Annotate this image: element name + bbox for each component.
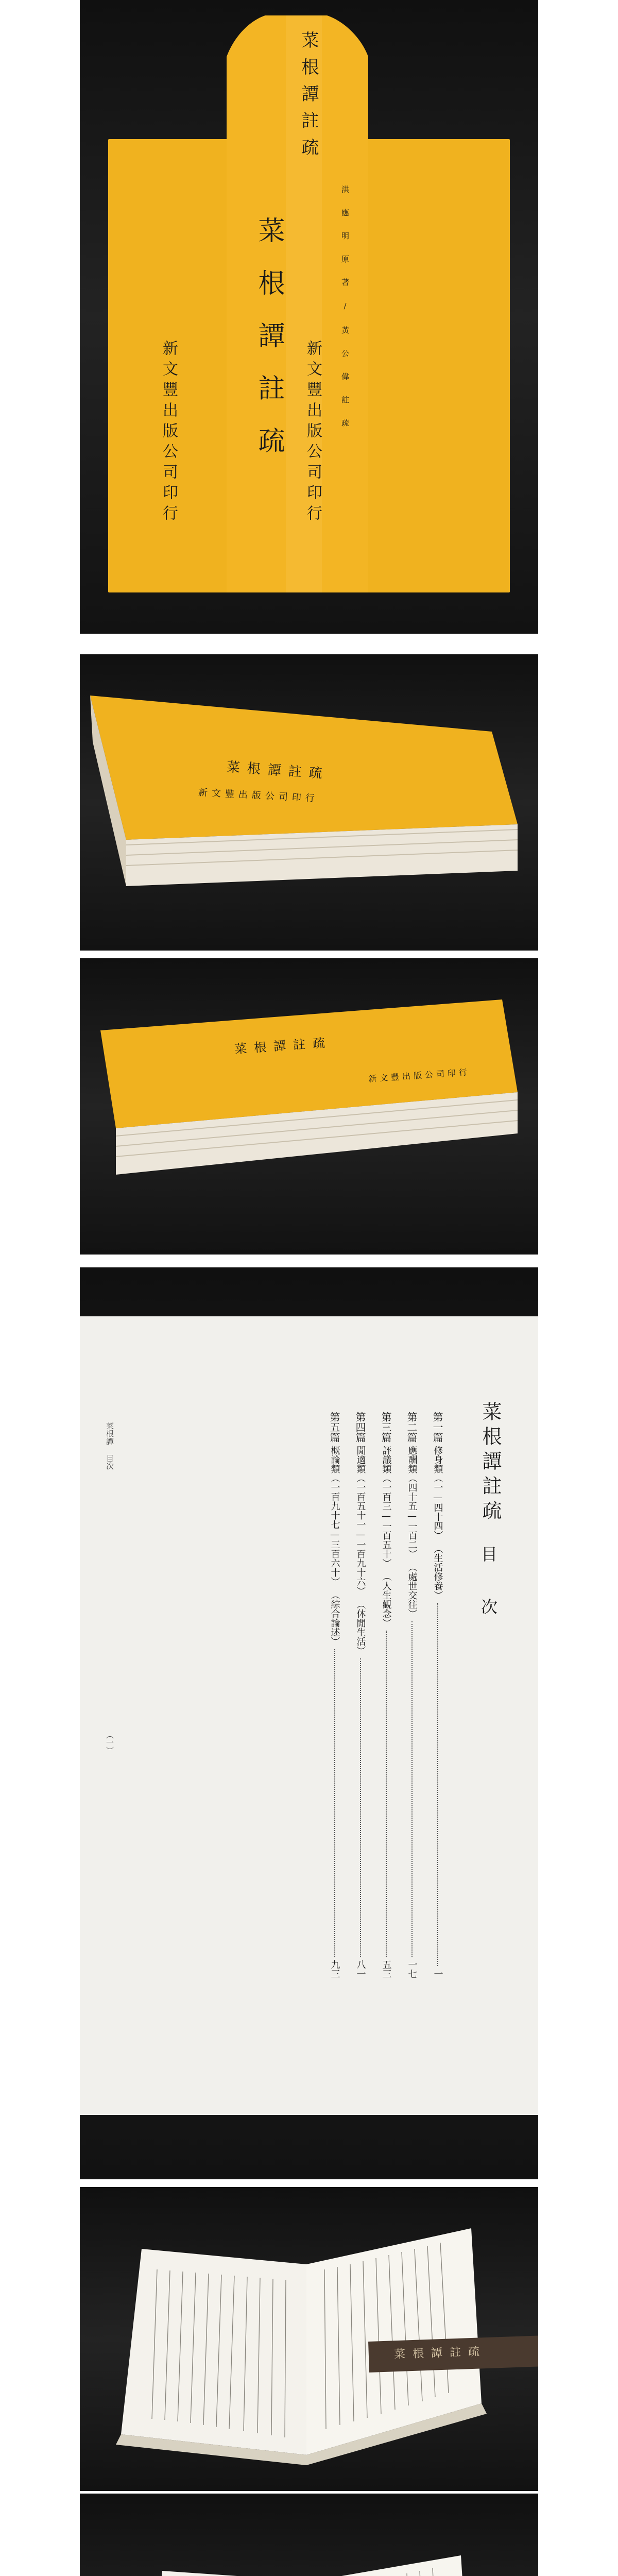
- toc-heading: 目 次: [478, 1546, 498, 1623]
- wood-label: 菜根譚註疏: [393, 2345, 487, 2362]
- toc-entry: 第一篇 修身類（一—四十四） （生活修養） 一: [431, 1412, 443, 1978]
- cover-title-handwriting: 菜根譚註疏: [253, 216, 284, 479]
- photo-spine-view: [80, 0, 538, 634]
- lying-label-a-2: 菜根譚註疏: [234, 1035, 333, 1057]
- toc-side-note: 菜根譚 目次: [105, 1422, 114, 1470]
- spine-title: 菜根譚註疏: [298, 31, 319, 165]
- toc-entry: 第四篇 閒適類（一百五十一—一百九十六） （休閒生活） 八一: [354, 1412, 366, 1978]
- open-book-shape-2: [80, 2494, 538, 2576]
- photo-open-book: [80, 2187, 538, 2491]
- toc-title: 菜根譚註疏: [479, 1401, 502, 1525]
- spine-authors: 洪 應 明 原 著 / 黃 公 偉 註 疏: [340, 185, 350, 430]
- cover-publisher: 新文豐出版公司印行: [160, 340, 178, 526]
- lying-label-a: 菜根譚註疏: [226, 759, 330, 782]
- book-lying-shape-2: [80, 958, 538, 1255]
- open-book-shape: [80, 2187, 538, 2491]
- lying-label-b: 新文豐出版公司印行: [198, 787, 319, 805]
- toc-page-number: （一）: [105, 1731, 114, 1754]
- toc-entry: 第五篇 概論類（一百九十七—三百六十） （綜合論述） 九三: [328, 1412, 340, 1978]
- lying-label-b-2: 新文豐出版公司印行: [368, 1067, 471, 1084]
- photo-lying-spine: [80, 654, 538, 951]
- photo-open-book-2: [80, 2494, 538, 2576]
- spine-publisher: 新文豐出版公司印行: [304, 340, 322, 526]
- toc-entry: 第二篇 應酬類（四十五—一百二） （處世交往） 一七: [405, 1412, 418, 1978]
- toc-entry: 第三篇 評議類（一百三—一百五十） （人生觀念） 五三: [380, 1412, 392, 1978]
- photo-lying-other: [80, 958, 538, 1255]
- photo-toc-page: [80, 1267, 538, 2179]
- toc-paper: [80, 1316, 538, 2115]
